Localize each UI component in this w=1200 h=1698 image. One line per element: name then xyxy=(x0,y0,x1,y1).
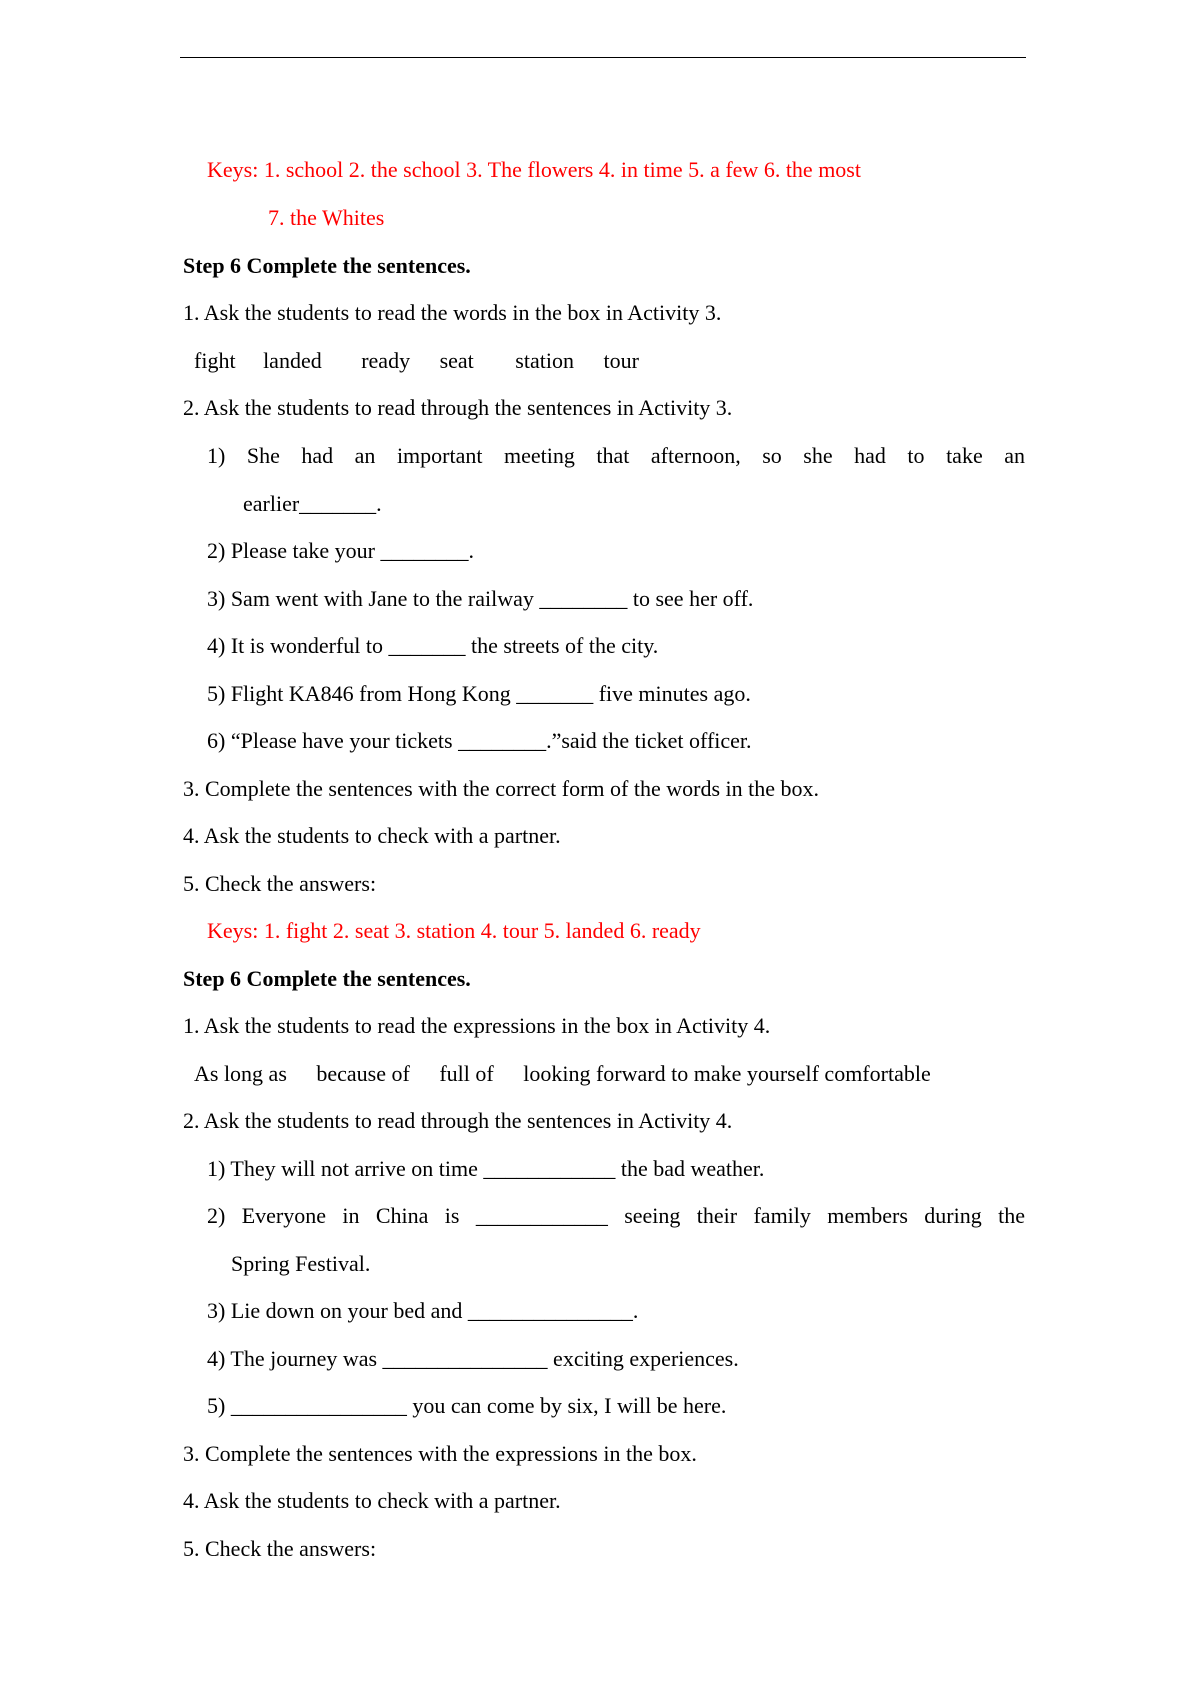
word-item: seat xyxy=(439,348,474,373)
step-heading-a: Step 6 Complete the sentences. xyxy=(183,253,471,278)
instruction-b5: 5. Check the answers: xyxy=(183,1536,377,1561)
instruction-b2: 2. Ask the students to read through the sentences in Activity 4. xyxy=(183,1108,733,1133)
sentence-b4: 4) The journey was _______________ exciting experiences. xyxy=(207,1346,739,1371)
sentence-a1-line1: 1) She had an important meeting that afternoon, so she had to take an xyxy=(207,443,1025,468)
expression-item: looking forward to make yourself comfortable xyxy=(523,1061,931,1086)
expression-item: As long as xyxy=(194,1061,287,1086)
instruction-a5: 5. Check the answers: xyxy=(183,871,377,896)
sentence-b2-line2: Spring Festival. xyxy=(231,1251,371,1276)
word-box-a xyxy=(194,347,639,375)
word-item: tour xyxy=(603,348,639,373)
instruction-b1: 1. Ask the students to read the expressions in the box in Activity 4. xyxy=(183,1013,771,1038)
expression-item: full of xyxy=(439,1061,494,1086)
word-item: fight xyxy=(194,348,236,373)
sentence-b5: 5) ________________ you can come by six, I will be here. xyxy=(207,1393,727,1418)
sentence-a3: 3) Sam went with Jane to the railway ________ to see her off. xyxy=(207,586,754,611)
sentence-a5: 5) Flight KA846 from Hong Kong _______ five minutes ago. xyxy=(207,681,751,706)
sentence-b1: 1) They will not arrive on time ____________ the bad weather. xyxy=(207,1156,765,1181)
instruction-a3: 3. Complete the sentences with the correct form of the words in the box. xyxy=(183,776,819,801)
sentence-b3: 3) Lie down on your bed and _______________. xyxy=(207,1298,639,1323)
sentence-a4: 4) It is wonderful to _______ the streets of the city. xyxy=(207,633,659,658)
word-item: ready xyxy=(361,348,411,373)
instruction-a1: 1. Ask the students to read the words in the box in Activity 3. xyxy=(183,300,722,325)
keys-a: Keys: 1. fight 2. seat 3. station 4. tour 5. landed 6. ready xyxy=(207,918,701,943)
word-item: landed xyxy=(263,348,322,373)
instruction-b4: 4. Ask the students to check with a partner. xyxy=(183,1488,561,1513)
instruction-b3: 3. Complete the sentences with the expressions in the box. xyxy=(183,1441,697,1466)
sentence-a6: 6) “Please have your tickets ________.”said the ticket officer. xyxy=(207,728,752,753)
sentence-b2-line1: 2) Everyone in China is ____________ seeing their family members during the xyxy=(207,1203,1025,1228)
step-heading-b: Step 6 Complete the sentences. xyxy=(183,966,471,991)
keys-line-1: Keys: 1. school 2. the school 3. The flowers 4. in time 5. a few 6. the most xyxy=(207,157,861,182)
instruction-a2: 2. Ask the students to read through the sentences in Activity 3. xyxy=(183,395,733,420)
sentence-a1-line2: earlier_______. xyxy=(243,491,382,516)
expression-box-b xyxy=(194,1060,931,1088)
header-rule xyxy=(180,57,1026,58)
word-item: station xyxy=(515,348,574,373)
keys-line-2: 7. the Whites xyxy=(268,205,385,230)
expression-item: because of xyxy=(316,1061,410,1086)
instruction-a4: 4. Ask the students to check with a partner. xyxy=(183,823,561,848)
sentence-a2: 2) Please take your ________. xyxy=(207,538,474,563)
